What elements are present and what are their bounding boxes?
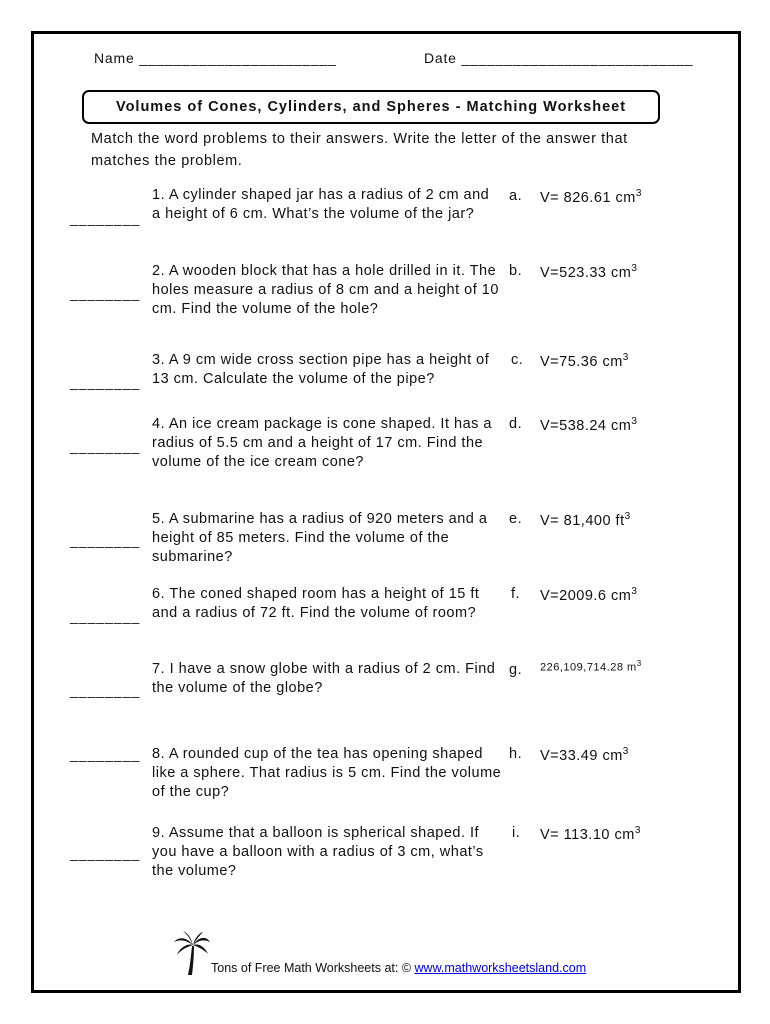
problem-2: 2. A wooden block that has a hole drilled in it. The holes measure a radius of 8 cm and a height of 10 cm. Find the volume of the hole? bbox=[152, 263, 499, 317]
worksheet-title: Volumes of Cones, Cylinders, and Spheres - Matching Worksheet bbox=[115, 99, 627, 115]
footer-text: Tons of Free Math Worksheets at: © www.mathworksheetsland.com bbox=[211, 961, 587, 975]
answer-value: V=33.49 $cm^3$ bbox=[540, 746, 629, 764]
answer-value: V= 81,400 $ft^3$ bbox=[540, 511, 631, 529]
answer-value: V=523.33 $cm^3$ bbox=[540, 263, 638, 281]
problem-6: 6. The coned shaped room has a height of 15 ft and a radius of 72 ft. Find the volume of room? bbox=[152, 586, 480, 621]
problem-1: 1. A cylinder shaped jar has a radius of 2 cm and a height of 6 cm. What’s the volume of the jar? bbox=[152, 187, 490, 222]
title-box bbox=[82, 90, 660, 124]
palm-tree-icon bbox=[174, 930, 210, 981]
problem-8: 8. A rounded cup of the tea has opening shaped like a sphere. That radius is 5 cm. Find the volume of the cup? bbox=[152, 746, 502, 800]
answer-letter: f. bbox=[511, 586, 521, 602]
answer-blank[interactable]: ________ bbox=[70, 746, 141, 762]
answer-value: V= 826.61 $cm^3$ bbox=[540, 188, 642, 206]
problem-9: 9. Assume that a balloon is spherical shaped. If you have a balloon with a radius of 3 cm, what’s the volume? bbox=[152, 825, 484, 879]
answer-blank[interactable]: ________ bbox=[70, 210, 141, 226]
answer-blank[interactable]: ________ bbox=[70, 682, 141, 698]
answer-blank[interactable]: ________ bbox=[70, 438, 141, 454]
answer-letter: a. bbox=[509, 188, 523, 204]
date-field-label: Date ___________________________ bbox=[424, 50, 694, 66]
worksheet-border bbox=[31, 31, 741, 993]
answer-blank[interactable]: ________ bbox=[70, 845, 141, 861]
answer-blank[interactable]: ________ bbox=[70, 532, 141, 548]
answer-value: V=2009.6 $cm^3$ bbox=[540, 586, 638, 604]
problem-3: 3. A 9 cm wide cross section pipe has a height of 13 cm. Calculate the volume of the pipe? bbox=[152, 352, 490, 387]
answer-value: V=75.36 $cm^3$ bbox=[540, 352, 629, 370]
problem-4: 4. An ice cream package is cone shaped. It has a radius of 5.5 cm and a height of 17 cm. Find the volume of the ice cream cone? bbox=[152, 416, 492, 470]
answer-value: 226,109,714.28 $m^3$ bbox=[540, 659, 642, 674]
problem-5: 5. A submarine has a radius of 920 meters and a height of 85 meters. Find the volume of the submarine? bbox=[152, 511, 488, 565]
footer-link[interactable]: www.mathworksheetsland.com bbox=[414, 961, 587, 975]
instructions: Match the word problems to their answers. Write the letter of the answer that matches the problem. bbox=[91, 131, 628, 169]
answer-value: V= 113.10 $cm^3$ bbox=[540, 825, 641, 843]
answer-letter: h. bbox=[509, 746, 523, 762]
name-field-label: Name _______________________ bbox=[94, 50, 337, 66]
answer-letter: g. bbox=[509, 662, 523, 678]
answer-blank[interactable]: ________ bbox=[70, 285, 141, 301]
answer-blank[interactable]: ________ bbox=[70, 608, 141, 624]
answer-letter: b. bbox=[509, 263, 523, 279]
answer-letter: d. bbox=[509, 416, 523, 432]
answer-letter: c. bbox=[511, 352, 524, 368]
answer-letter: e. bbox=[509, 511, 523, 527]
answer-letter: i. bbox=[512, 825, 521, 841]
answer-blank[interactable]: ________ bbox=[70, 374, 141, 390]
problem-7: 7. I have a snow globe with a radius of 2 cm. Find the volume of the globe? bbox=[152, 661, 496, 696]
answer-value: V=538.24 $cm^3$ bbox=[540, 416, 638, 434]
